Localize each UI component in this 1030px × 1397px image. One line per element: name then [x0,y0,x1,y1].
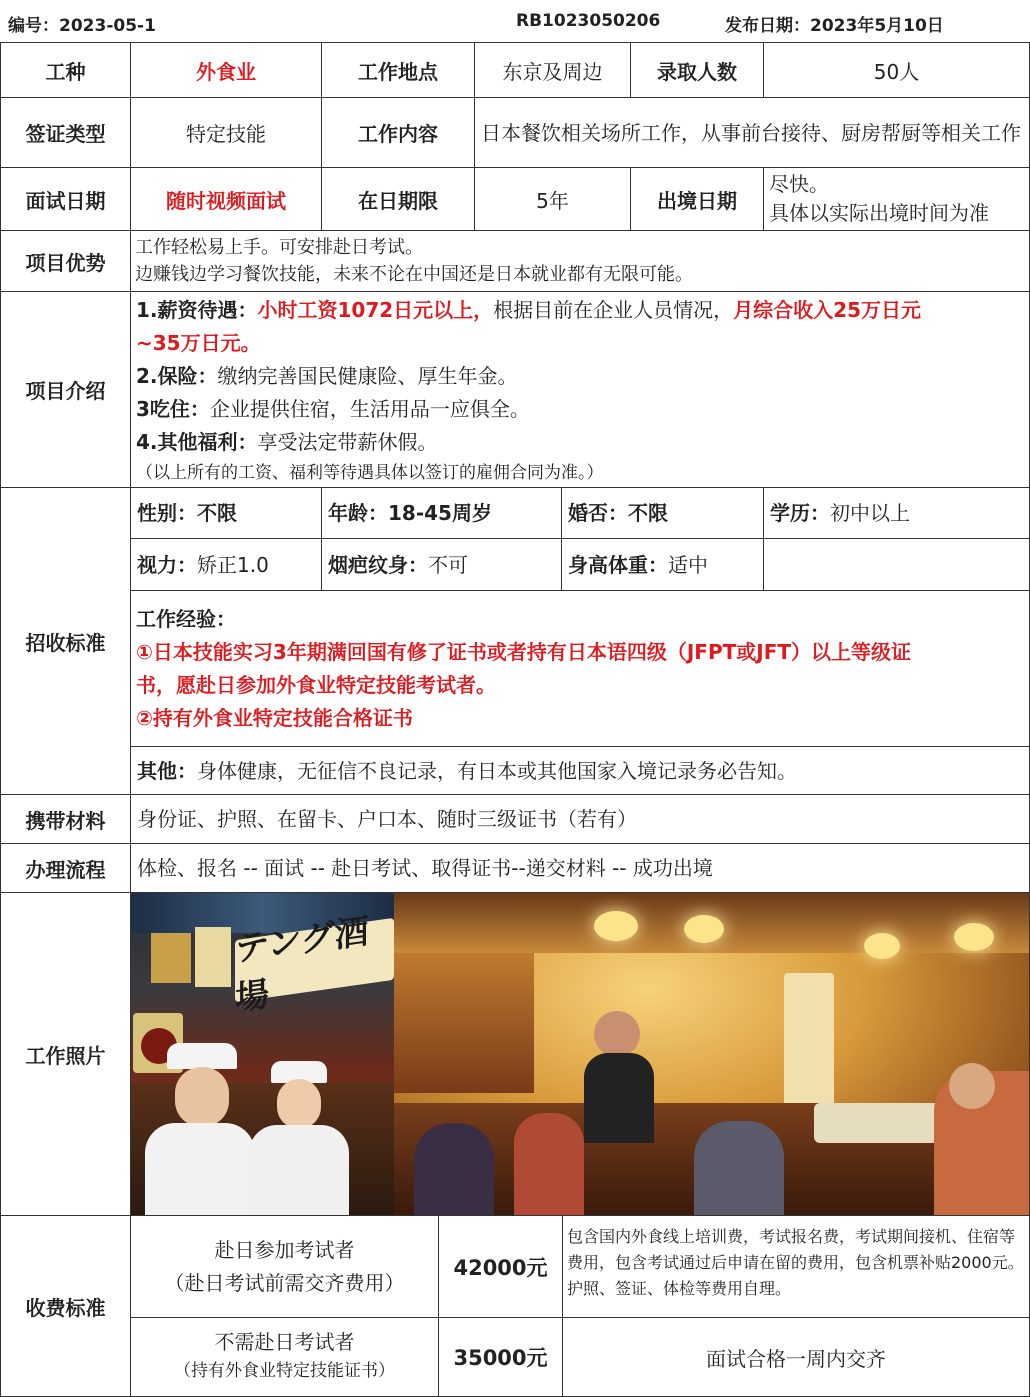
other-cell: 其他： 身体健康，无征信不良记录，有日本或其他国家入境记录务必告知。 [130,746,1030,795]
fees-label: 收费标准 [0,1215,131,1397]
salary-line: 1.薪资待遇：小时工资1072日元以上，根据目前在企业人员情况，月综合收入25万日元 [136,298,922,322]
materials-value: 身份证、护照、在留卡、户口本、随时三级证书（若有） [130,794,1030,844]
fee-b-amount: 35000元 [438,1317,563,1397]
departure-line-2: 具体以实际出境时间为准 [769,201,989,225]
serial-number: 编号：2023-05-1 [8,16,156,36]
hires-label: 录取人数 [630,42,764,98]
advantages-line-1: 工作轻松易上手。可安排赴日考试。 [135,237,423,258]
visa-label: 签证类型 [0,97,131,168]
fee-b-subtitle: （持有外食业特定技能证书） [174,1361,395,1381]
departure-label: 出境日期 [630,167,764,231]
stay-label: 在日期限 [321,167,475,231]
materials-label: 携带材料 [0,794,131,844]
intro-label: 项目介绍 [0,291,131,488]
age-cell: 年龄： 18-45周岁 [321,487,562,539]
vision-cell: 视力： 矫正1.0 [130,538,322,591]
advantages-content [130,230,1030,292]
job-type-value: 外食业 [130,42,322,98]
hires-value: 50人 [763,42,1030,98]
advantages-line-2: 边赚钱边学习餐饮技能，未来不论在中国还是日本就业都有无限可能。 [135,264,693,285]
fee-a-subtitle: （赴日考试前需交齐费用） [164,1271,405,1295]
empty-cell [763,538,1030,591]
advantages-label: 项目优势 [0,230,131,292]
job-type-label: 工种 [0,42,131,98]
location-value: 东京及周边 [474,42,631,98]
insurance-line: 2.保险：缴纳完善国民健康险、厚生年金。 [136,364,518,388]
publish-date: 发布日期：2023年5月10日 [725,16,944,36]
fee-a-type [130,1215,439,1318]
gender-cell: 性别： 不限 [130,487,322,539]
restaurant-interior-photo [394,893,1029,1215]
departure-line-1: 尽快。 [769,172,829,196]
housing-line: 3吃住：企业提供住宿，生活用品一应俱全。 [136,397,530,421]
fee-a-description: 包含国内外食线上培训费，考试报名费，考试期间接机、住宿等费用，包含考试通过后申请在留的费用，包含机票补贴2000元。护照、签证、体检等费用自理。 [562,1215,1030,1318]
departure-value [763,167,1030,231]
stay-value: 5年 [474,167,631,231]
welfare-line: 4.其他福利：享受法定带薪休假。 [136,430,438,454]
fee-b-title: 不需赴日考试者 [214,1330,355,1354]
experience-cell [130,590,1030,747]
education-cell: 学历： 初中以上 [763,487,1030,539]
experience-item-1-cont: 书，愿赴日参加外食业特定技能考试者。 [136,673,496,697]
intro-content [130,291,1030,488]
fee-a-title: 赴日参加考试者 [214,1238,355,1262]
work-content-value: 日本餐饮相关场所工作，从事前台接待、厨房帮厨等相关工作 [474,97,1030,168]
body-cell: 身高体重： 适中 [561,538,764,591]
work-content-label: 工作内容 [321,97,475,168]
location-label: 工作地点 [321,42,475,98]
contract-note: （以上所有的工资、福利等待遇具体以签订的雇佣合同为准。） [136,463,604,483]
requirements-label: 招收标准 [0,487,131,795]
fee-b-description: 面试合格一周内交齐 [562,1317,1030,1397]
interview-value: 随时视频面试 [130,167,322,231]
storefront-photo [131,893,394,1215]
restaurant-sign: テング酒場 [235,911,369,1020]
document-header [0,0,1030,42]
process-label: 办理流程 [0,843,131,893]
visa-value: 特定技能 [130,97,322,168]
process-value: 体检、报名 -- 面试 -- 赴日考试、取得证书--递交材料 -- 成功出境 [130,843,1030,893]
experience-item-1: ①日本技能实习3年期满回国有修了证书或者持有日本语四级（JFPT或JFT）以上等级证 [136,640,911,664]
interview-label: 面试日期 [0,167,131,231]
salary-line-2: ~35万日元。 [136,331,261,355]
reference-code: RB1023050206 [516,11,661,31]
fee-a-amount: 42000元 [438,1215,563,1318]
experience-title: 工作经验： [136,607,236,631]
photos-label: 工作照片 [0,892,131,1216]
experience-item-2: ②持有外食业特定技能合格证书 [136,706,413,730]
tattoo-cell: 烟疤纹身： 不可 [321,538,562,591]
marriage-cell: 婚否： 不限 [561,487,764,539]
fee-b-type [130,1317,439,1397]
